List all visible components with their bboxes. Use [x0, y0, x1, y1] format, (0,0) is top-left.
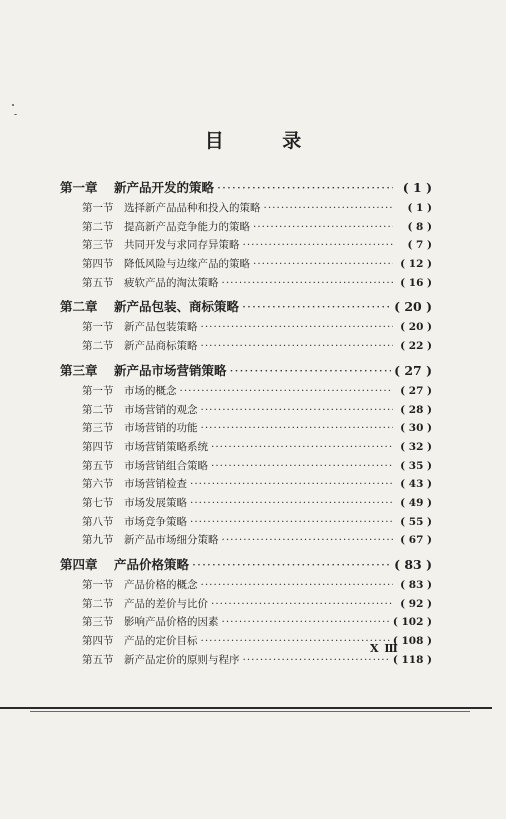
section-number: 第三节: [82, 616, 114, 629]
section-page: ( 28 ): [400, 403, 432, 416]
dot-leader: [264, 199, 394, 218]
section-number: 第二节: [82, 597, 114, 610]
section-page: ( 43 ): [400, 478, 432, 491]
section-page: ( 8 ): [407, 220, 432, 233]
dot-leader: [242, 296, 391, 318]
dot-leader: [230, 360, 392, 382]
section-title: 市场营销组合策略: [124, 459, 208, 472]
dot-leader: [201, 337, 394, 356]
dot-leader: [222, 274, 394, 293]
section-title: 产品的定价目标: [124, 635, 198, 648]
section-page: ( 67 ): [400, 534, 432, 547]
section-page: ( 102 ): [392, 616, 432, 629]
dot-leader: [253, 218, 393, 237]
dot-leader: [192, 554, 391, 576]
section-title: 新产品定价的原则与程序: [124, 653, 240, 666]
chapter-number: 第一章: [60, 180, 98, 195]
section-title: 市场的概念: [124, 384, 177, 397]
section-number: 第四节: [82, 440, 114, 453]
toc-section-row: [60, 337, 432, 356]
bottom-rule: [0, 707, 492, 709]
section-title: 影响产品价格的因素: [124, 616, 219, 629]
toc-section-row: [60, 595, 432, 614]
dot-leader: [211, 457, 393, 476]
chapter-page: ( 27 ): [394, 362, 432, 378]
section-number: 第六节: [82, 478, 114, 491]
dot-leader: [201, 419, 394, 438]
toc-chapter-row: [60, 177, 432, 199]
dot-leader: [243, 236, 394, 255]
section-title: 提高新产品竞争能力的策略: [124, 220, 250, 233]
section-title: 新产品市场细分策略: [124, 534, 219, 547]
toc-section-row: [60, 218, 432, 237]
section-number: 第一节: [82, 384, 114, 397]
toc-section-row: [60, 531, 432, 550]
section-number: 第五节: [82, 459, 114, 472]
section-page: ( 7 ): [407, 239, 432, 252]
scan-speck: [14, 114, 17, 115]
section-page: ( 118 ): [392, 653, 432, 666]
toc-section-row: [60, 494, 432, 513]
toc-chapter-row: [60, 360, 432, 382]
section-title: 新产品包装策略: [124, 321, 198, 334]
dot-leader: [180, 382, 394, 401]
section-title: 新产品商标策略: [124, 340, 198, 353]
chapter-title: 产品价格策略: [114, 557, 190, 572]
section-page: ( 108 ): [392, 635, 432, 648]
section-page: ( 27 ): [400, 384, 432, 397]
chapter-number: 第二章: [60, 299, 98, 315]
section-title: 产品的差价与比价: [124, 597, 208, 610]
section-number: 第一节: [82, 202, 114, 214]
chapter-title: 新产品包装、商标策略: [114, 299, 240, 315]
section-title: 疲软产品的淘汰策略: [124, 276, 219, 289]
toc-section-row: [60, 419, 432, 438]
scan-speck: [12, 104, 14, 106]
section-number: 第二节: [82, 340, 114, 353]
page-number: Ⅹ Ⅲ: [370, 642, 399, 655]
toc-section-row: [60, 199, 432, 218]
chapter-page: ( 20 ): [394, 299, 432, 315]
section-page: ( 83 ): [400, 579, 432, 591]
dot-leader: [211, 438, 393, 457]
dot-leader: [201, 318, 394, 337]
section-page: ( 1 ): [407, 202, 432, 214]
dot-leader: [211, 595, 393, 614]
toc-section-row: [60, 576, 432, 595]
section-title: 市场营销的观念: [124, 403, 198, 416]
section-title: 降低风险与边缘产品的策略: [124, 258, 250, 271]
toc-section-row: [60, 255, 432, 274]
page-title: 目 录: [204, 130, 328, 152]
section-number: 第一节: [82, 321, 114, 334]
toc-section-row: [60, 438, 432, 457]
dot-leader: [201, 401, 394, 420]
section-page: ( 49 ): [400, 496, 432, 509]
dot-leader: [217, 177, 393, 199]
toc-section-row: [60, 274, 432, 293]
section-number: 第二节: [82, 220, 114, 233]
dot-leader: [243, 651, 390, 670]
toc-section-row: [60, 382, 432, 401]
toc-section-row: [60, 318, 432, 337]
toc-chapter-row: [60, 296, 432, 318]
section-title: 市场营销策略系统: [124, 440, 208, 453]
dot-leader: [190, 513, 393, 532]
section-number: 第五节: [82, 276, 114, 289]
chapter-title: 新产品开发的策略: [114, 180, 215, 195]
chapter-number: 第三章: [60, 362, 98, 378]
section-title: 共同开发与求同存异策略: [124, 239, 240, 252]
dot-leader: [201, 576, 394, 595]
section-number: 第九节: [82, 534, 114, 547]
toc-section-row: [60, 236, 432, 255]
section-page: ( 35 ): [400, 459, 432, 472]
section-number: 第四节: [82, 635, 114, 648]
section-page: ( 30 ): [400, 422, 432, 435]
section-number: 第一节: [82, 579, 114, 591]
dot-leader: [253, 255, 393, 274]
section-page: ( 22 ): [400, 340, 432, 353]
section-page: ( 12 ): [400, 258, 432, 271]
section-page: ( 92 ): [400, 597, 432, 610]
section-number: 第二节: [82, 403, 114, 416]
section-number: 第三节: [82, 239, 114, 252]
section-page: ( 32 ): [400, 440, 432, 453]
chapter-page: ( 83 ): [394, 557, 432, 572]
dot-leader: [201, 632, 390, 651]
chapter-title: 新产品市场营销策略: [114, 362, 227, 378]
section-page: ( 55 ): [400, 515, 432, 528]
section-page: ( 20 ): [400, 321, 432, 334]
section-title: 产品价格的概念: [124, 579, 198, 591]
section-title: 选择新产品品种和投入的策略: [124, 202, 261, 214]
section-number: 第三节: [82, 422, 114, 435]
toc-section-row: [60, 457, 432, 476]
toc-chapter-row: [60, 554, 432, 576]
section-number: 第五节: [82, 653, 114, 666]
toc-section-row: [60, 513, 432, 532]
section-page: ( 16 ): [400, 276, 432, 289]
table-of-contents: [60, 177, 432, 669]
section-title: 市场竞争策略: [124, 515, 187, 528]
section-title: 市场营销检查: [124, 478, 187, 491]
section-number: 第四节: [82, 258, 114, 271]
chapter-number: 第四章: [60, 557, 98, 572]
toc-section-row: [60, 613, 432, 632]
dot-leader: [222, 613, 390, 632]
toc-section-row: [60, 475, 432, 494]
dot-leader: [222, 531, 394, 550]
section-number: 第七节: [82, 496, 114, 509]
section-title: 市场营销的功能: [124, 422, 198, 435]
dot-leader: [190, 475, 393, 494]
section-title: 市场发展策略: [124, 496, 187, 509]
chapter-page: ( 1 ): [402, 180, 432, 195]
toc-section-row: [60, 401, 432, 420]
dot-leader: [190, 494, 393, 513]
section-number: 第八节: [82, 515, 114, 528]
bottom-rule-thin: [30, 711, 470, 712]
